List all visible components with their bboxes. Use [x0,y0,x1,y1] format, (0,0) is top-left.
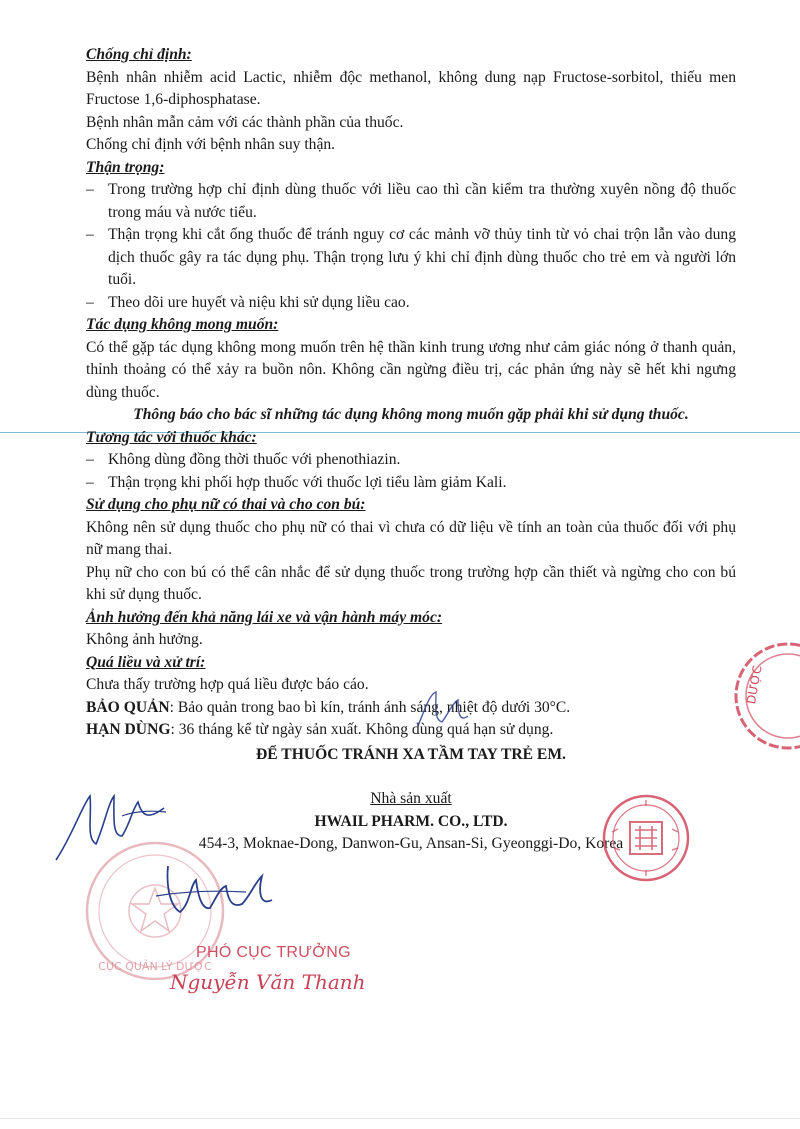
interaction-item: – Thận trọng khi phối hợp thuốc với thuốc lợi tiểu làm giảm Kali. [86,472,736,495]
contraindications-line-1: Bệnh nhân nhiễm acid Lactic, nhiễm độc methanol, không dung nạp Fructose-sorbitol, thiếu men Fructose 1,6-diphosphatase. [86,68,736,108]
bullet-dash: – [86,451,94,468]
signature-scribble-main [150,856,280,926]
section-overdose [86,652,736,697]
side-effects-notice: Thông báo cho bác sĩ những tác dụng không mong muốn gặp phải khi sử dụng thuốc. [133,406,689,423]
signature-scribble-left [52,786,172,866]
storage-label: BẢO QUẢN [86,698,170,716]
precautions-heading: Thận trọng: [86,158,165,176]
interaction-item: – Không dùng đồng thời thuốc với phenothiazin. [86,449,736,472]
bullet-dash: – [86,181,94,198]
precaution-item: – Trong trường hợp chỉ định dùng thuốc với liều cao thì cần kiểm tra thường xuyên nồng độ thuốc trong máu và nước tiểu. [86,181,736,221]
storage-line [86,697,736,720]
pregnancy-line-2: Phụ nữ cho con bú có thể cân nhắc để sử dụng thuốc trong trường hợp cần thiết và ngừng cho con bú khi sử dụng thuốc. [86,563,736,603]
section-contraindications [86,44,736,157]
bullet-dash: – [86,226,94,243]
shelf-life-label: HẠN DÙNG [86,721,171,738]
document-body [86,44,736,856]
manufacturer-name: HWAIL PHARM. CO., LTD. [314,812,508,830]
signature-initials [412,686,472,736]
side-effects-heading: Tác dụng không mong muốn: [86,316,279,333]
contraindications-line-3: Chống chỉ định với bệnh nhân suy thận. [86,136,336,153]
overdose-heading: Quá liều và xử trí: [86,653,206,671]
pregnancy-heading: Sử dụng cho phụ nữ có thai và cho con bú: [86,496,366,513]
overdose-text: Chưa thấy trường hợp quá liều được báo cáo. [86,676,369,693]
interactions-heading: Tương tác với thuốc khác: [86,428,257,446]
precaution-item: – Theo dõi ure huyết và niệu khi sử dụng liều cao. [86,292,736,315]
red-stamp-partial [728,636,800,756]
section-driving [86,607,736,652]
section-pregnancy [86,494,736,607]
contraindications-heading: Chống chỉ định: [86,46,192,63]
bullet-dash: – [86,293,94,311]
company-stamp [600,792,692,884]
section-interactions [86,427,736,495]
section-precautions [86,157,736,315]
stamp-text: DƯỢC [744,664,765,706]
driving-text: Không ảnh hưởng. [86,631,203,648]
shelf-life-line [86,719,736,742]
deputy-director-title: PHÓ CỤC TRƯỞNG [196,944,351,961]
precaution-item: – Thận trọng khi cắt ống thuốc để tránh nguy cơ các mảnh vỡ thủy tinh từ vỏ chai trộn lẫn vào dung dịch thuốc gây ra tác dụng phụ. Thận trọng lưu ý khi chỉ định dùng thuốc cho trẻ em và người lớn tuổi. [86,226,736,288]
shelf-life-text: : 36 tháng kể từ ngày sản xuất. Không dùng quá hạn sử dụng. [170,721,554,738]
side-effects-text: Có thể gặp tác dụng không mong muốn trên hệ thần kinh trung ương như cảm giác nóng ở thanh quản, thỉnh thoảng có thể xảy ra buồn nôn. Không cần ngừng điều trị, các phản ứng này sẽ hết khi ngưng dùng thuốc. [86,338,736,401]
child-warning: ĐỂ THUỐC TRÁNH XA TẦM TAY TRẺ EM. [256,745,566,763]
pregnancy-line-1: Không nên sử dụng thuốc cho phụ nữ có thai vì chưa có dữ liệu về tính an toàn của thuốc đối với phụ nữ mang thai. [86,518,736,558]
driving-heading: Ảnh hưởng đến khả năng lái xe và vận hành máy móc: [86,608,443,626]
deputy-director-name: Nguyễn Văn Thanh [170,970,366,994]
section-side-effects [86,314,736,427]
contraindications-line-2: Bệnh nhân mẫn cảm với các thành phần của thuốc. [86,113,404,131]
manufacturer-caption: Nhà sản xuất [370,790,452,807]
storage-text: : Bảo quản trong bao bì kín, tránh ánh sáng, nhiệt độ dưới 30°C. [169,698,571,716]
manufacturer-address: 454-3, Moknae-Dong, Danwon-Gu, Ansan-Si, Gyeonggi-Do, Korea [198,835,624,852]
bullet-dash: – [86,473,94,491]
page-edge-line [0,1118,800,1119]
seal-text: CỤC QUẢN LÝ DƯỢC [98,960,212,973]
